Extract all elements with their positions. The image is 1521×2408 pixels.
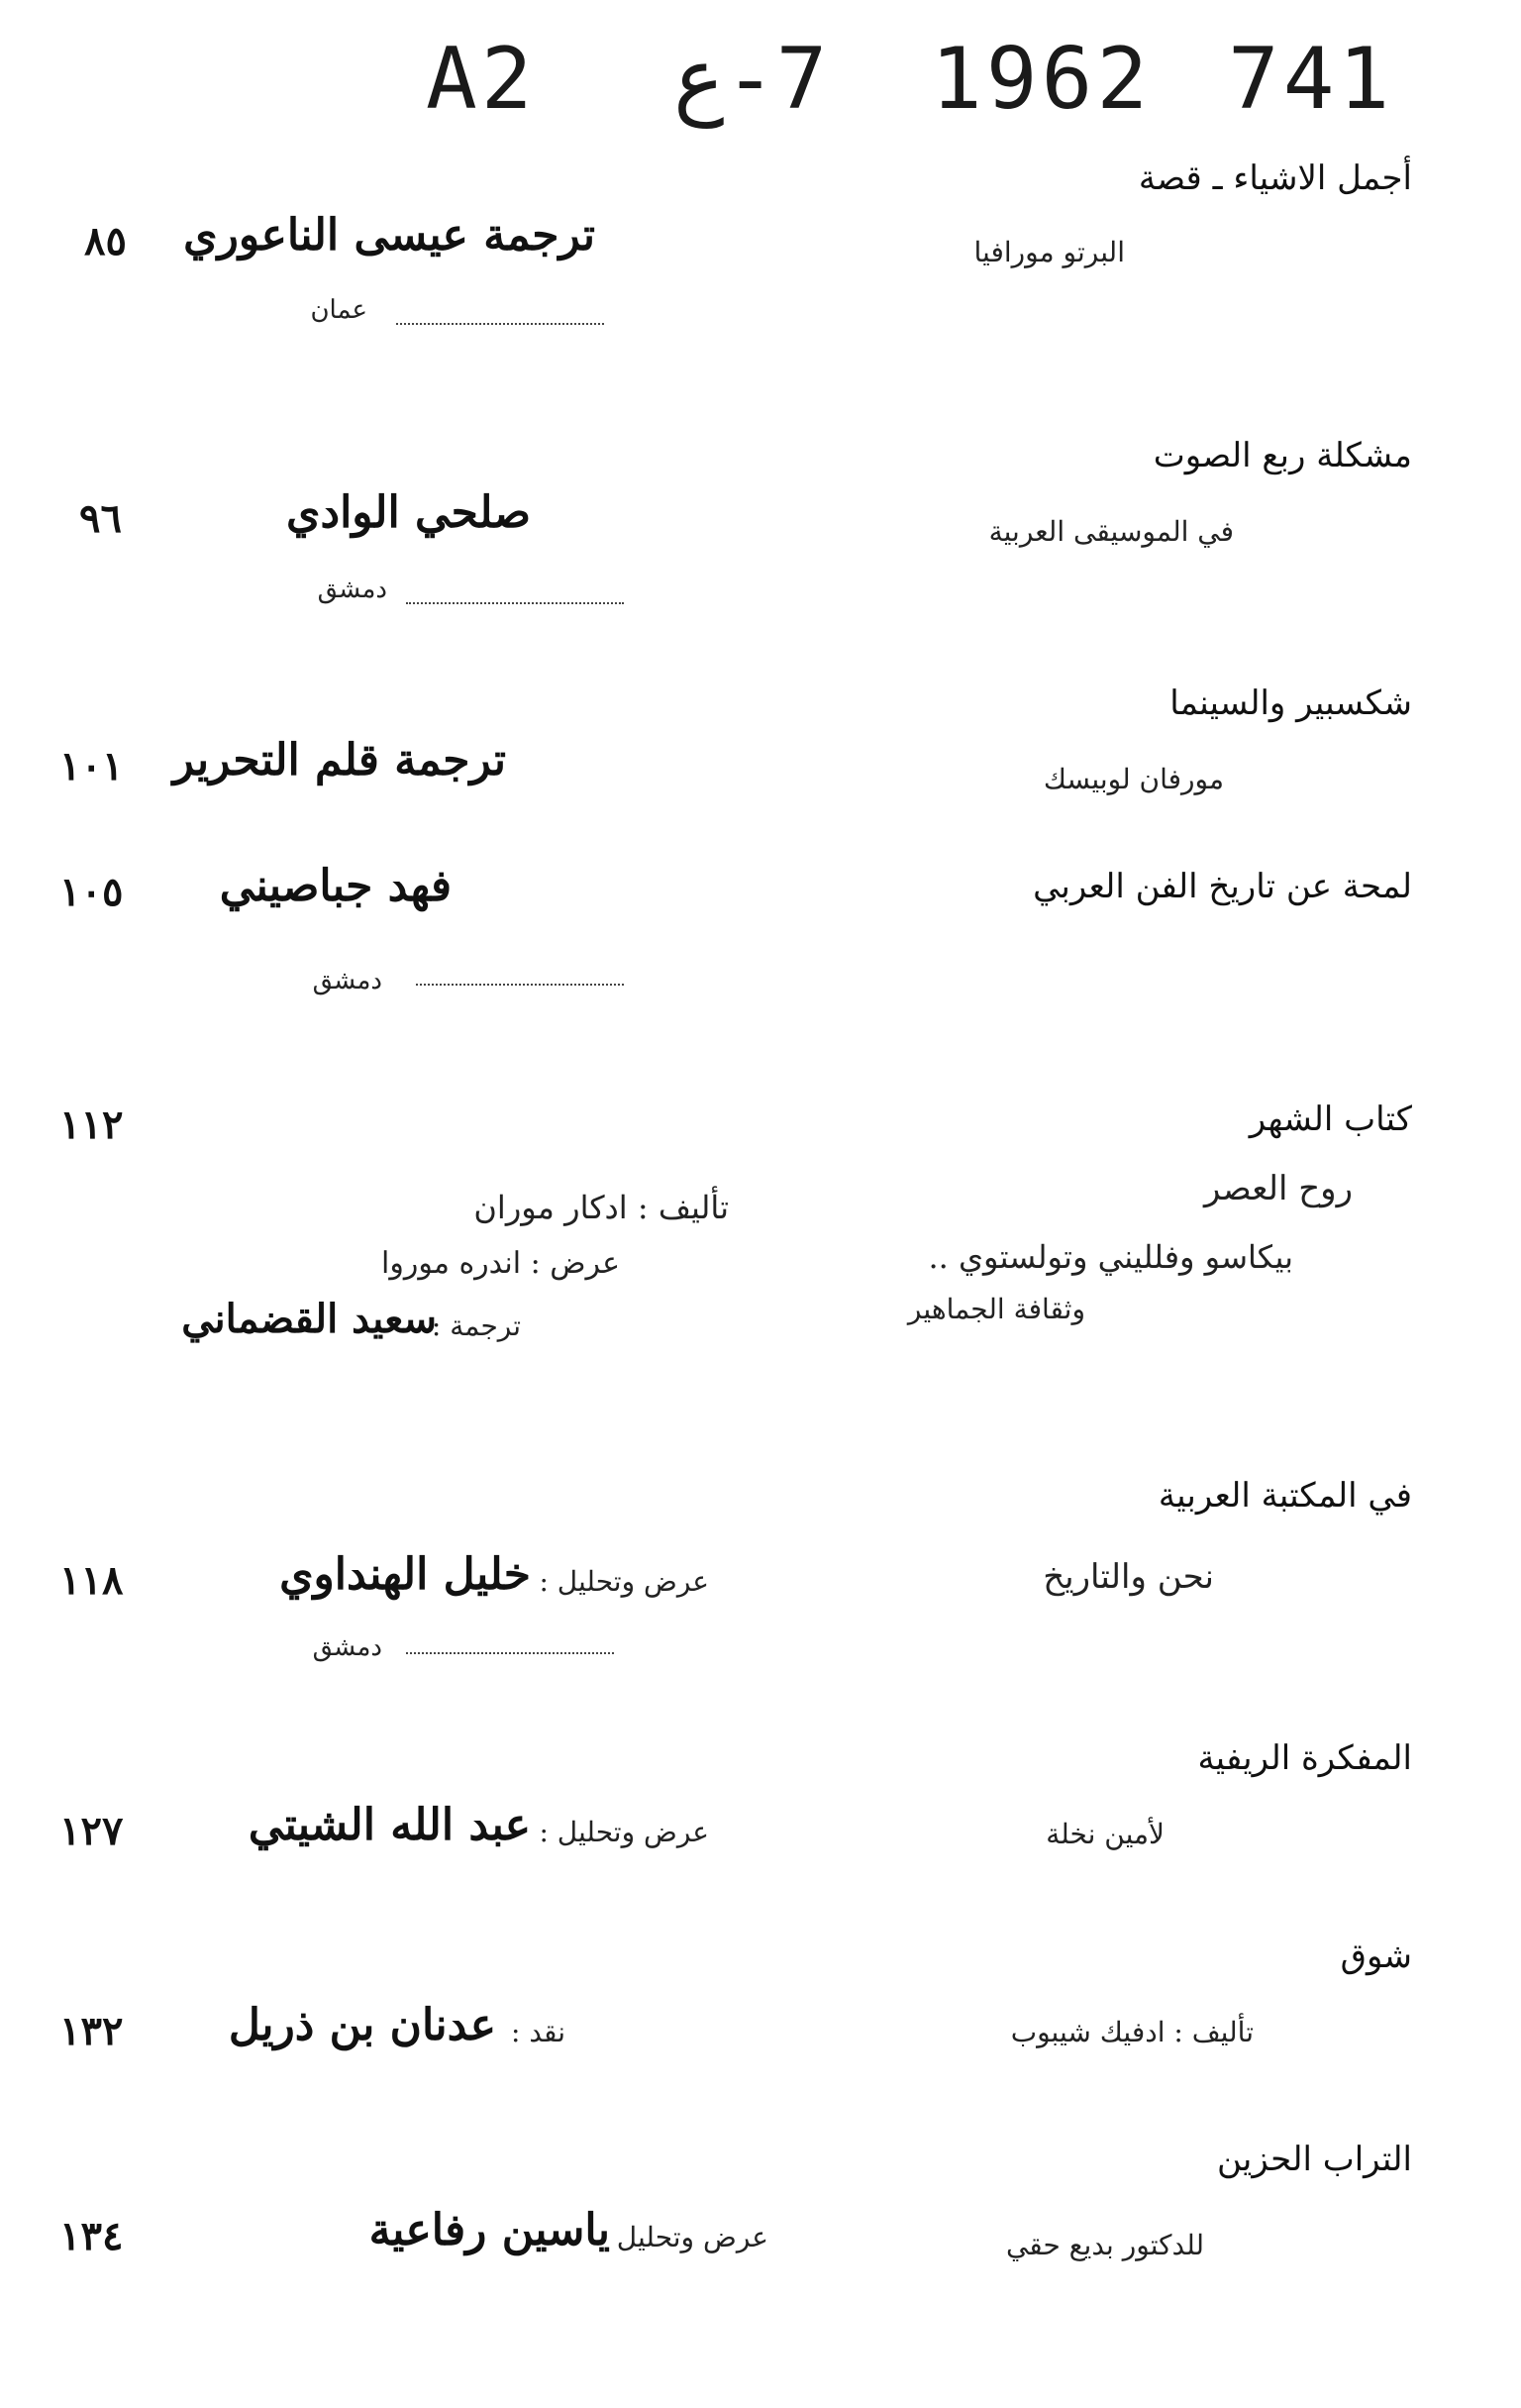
article-title: كتاب الشهر (1249, 1099, 1412, 1139)
page-number: ١٣٤ (59, 2213, 124, 2259)
article-title: لمحة عن تاريخ الفن العربي (1033, 867, 1412, 906)
book-subtitle: بيكاسو وفلليني وتولستوي .. (928, 1238, 1293, 1276)
article-title: المفكرة الريفية (1197, 1738, 1412, 1778)
article-subtitle: مورفان لوبيسك (1043, 763, 1224, 795)
article-subtitle: تأليف : ادفيك شيبوب (1010, 2016, 1254, 2048)
article-subtitle: في الموسيقى العربية (988, 515, 1234, 548)
article-author: فهد جباصيني (219, 861, 452, 911)
article-title: في المكتبة العربية (1158, 1476, 1412, 1516)
page-number: ٩٦ (79, 495, 122, 542)
book-subtitle: وثقافة الجماهير (907, 1293, 1085, 1325)
page-number: ١١٢ (59, 1101, 124, 1148)
page-number: ١٠١ (59, 743, 124, 789)
author-location: دمشق (312, 966, 382, 995)
dotted-leader (396, 323, 604, 325)
review-label: نقد : (511, 2016, 565, 2048)
review-label: عرض وتحليل (616, 2221, 768, 2253)
dotted-leader (406, 602, 624, 604)
page-number: ١١٨ (59, 1557, 124, 1604)
article-author: عبد الله الشيتي (248, 1800, 531, 1850)
article-author: صلحي الوادي (286, 487, 531, 538)
review-label: عرض وتحليل : (539, 1565, 709, 1598)
page-number: ١٣٢ (59, 2008, 124, 2054)
article-author: عدنان بن ذريل (228, 2000, 496, 2050)
translator-name: سعيد القضماني (181, 1296, 437, 1342)
article-author: ترجمة عيسى الناعوري (183, 210, 595, 261)
article-subtitle: نحن والتاريخ (1043, 1557, 1214, 1597)
handwritten-number: 741 (1228, 30, 1394, 129)
article-title: شوق (1340, 1937, 1412, 1976)
book-author: تأليف : ادكار موران (473, 1189, 729, 1226)
handwritten-code-a2: A2 (426, 30, 537, 129)
page-number: ٨٥ (84, 218, 127, 264)
handwritten-year: 1962 (931, 30, 1153, 129)
book-reviewer: عرض : اندره موروا (381, 1246, 620, 1281)
handwritten-code-volume: 7-ع (673, 30, 828, 129)
article-title: مشكلة ربع الصوت (1153, 436, 1412, 475)
book-title: روح العصر (1203, 1169, 1353, 1208)
translator-label: ترجمة : (431, 1309, 521, 1342)
dotted-leader (416, 984, 624, 986)
article-subtitle: لأمين نخلة (1046, 1818, 1165, 1850)
page-number: ١٢٧ (59, 1808, 124, 1854)
author-location: عمان (310, 295, 367, 325)
author-location: دمشق (317, 575, 387, 604)
article-author: ياسين رفاعية (368, 2205, 610, 2255)
article-title: أجمل الاشياء ـ قصة (1138, 158, 1412, 198)
review-label: عرض وتحليل : (539, 1816, 709, 1848)
article-author: ترجمة قلم التحرير (172, 735, 506, 785)
page-number: ١٠٥ (59, 869, 124, 915)
article-subtitle: للدكتور بديع حقي (1005, 2229, 1204, 2261)
dotted-leader (406, 1652, 614, 1654)
article-subtitle: البرتو مورافيا (973, 236, 1125, 268)
article-author: خليل الهنداوي (279, 1549, 531, 1600)
article-title: شكسبير والسينما (1169, 683, 1412, 723)
article-title: التراب الحزين (1217, 2140, 1412, 2179)
author-location: دمشق (312, 1632, 382, 1662)
